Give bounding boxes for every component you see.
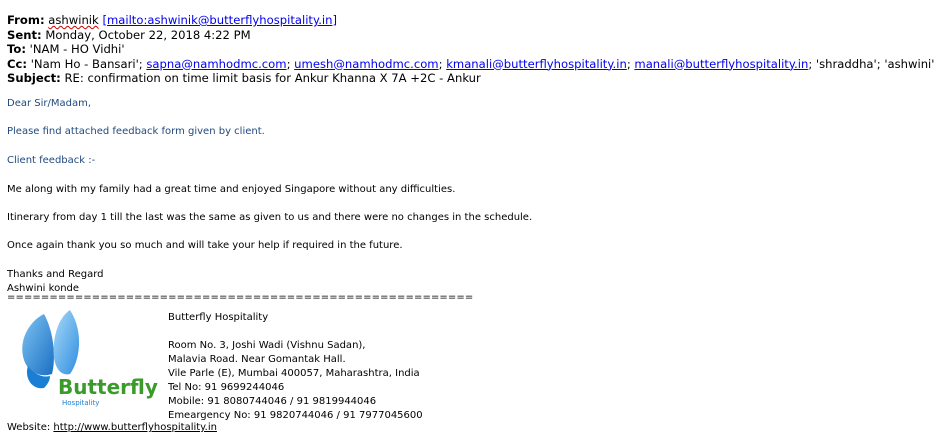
mobile-number: Mobile: 91 8080744046 / 91 9819944046 bbox=[168, 396, 377, 407]
company-name: Butterfly Hospitality bbox=[168, 312, 269, 323]
body-line-feedback-3: Once again thank you so much and will take your help if required in the future. bbox=[7, 240, 403, 251]
from-row bbox=[7, 13, 934, 28]
to-label: To: bbox=[7, 42, 26, 56]
website-row bbox=[7, 422, 217, 433]
cc-row bbox=[7, 57, 934, 72]
from-name: ashwinik bbox=[48, 13, 99, 27]
butterfly-logo bbox=[14, 308, 158, 412]
address-line-3: Vile Parle (E), Mumbai 400057, Maharashtra, India bbox=[168, 368, 420, 379]
subject-row bbox=[7, 71, 934, 86]
from-label: From: bbox=[7, 13, 45, 27]
signature-address bbox=[168, 311, 423, 423]
website-label: Website: bbox=[7, 422, 54, 433]
logo-subtitle: Hospitality bbox=[62, 399, 100, 407]
website-link[interactable]: http://www.butterflyhospitality.in bbox=[53, 422, 217, 433]
address-line-1: Room No. 3, Joshi Wadi (Vishnu Sadan), bbox=[168, 340, 366, 351]
to-row bbox=[7, 42, 934, 57]
cc-link-kmanali[interactable]: kmanali@butterflyhospitality.in bbox=[446, 56, 627, 71]
sent-row bbox=[7, 28, 934, 43]
cc-sep: ; bbox=[438, 56, 447, 71]
sender-name: Ashwini konde bbox=[7, 283, 80, 294]
cc-prefix: 'Nam Ho - Bansari'; bbox=[30, 56, 147, 71]
cc-link-umesh[interactable]: umesh@namhodmc.com bbox=[294, 56, 439, 71]
subject-value: RE: confirmation on time limit basis for Ankur Khanna X 7A +2C - Ankur bbox=[64, 71, 481, 85]
butterfly-logo-graphic bbox=[14, 308, 158, 412]
closing: Thanks and Regard bbox=[7, 269, 104, 280]
emergency-number: Emeargency No: 91 9820744046 / 91 7977045600 bbox=[168, 410, 423, 421]
greeting: Dear Sir/Madam, bbox=[7, 98, 92, 109]
cc-link-manali[interactable]: manali@butterflyhospitality.in bbox=[634, 56, 809, 71]
signature-separator: ======================================================= bbox=[7, 292, 474, 303]
from-mailto-link[interactable]: [mailto:ashwinik@butterflyhospitality.in] bbox=[102, 13, 337, 27]
sent-value: Monday, October 22, 2018 4:22 PM bbox=[45, 27, 251, 42]
cc-sep: ; bbox=[286, 56, 295, 71]
address-line-2: Malavia Road. Near Gomantak Hall. bbox=[168, 354, 346, 365]
email-header bbox=[7, 13, 934, 86]
cc-link-sapna[interactable]: sapna@namhodmc.com bbox=[146, 56, 287, 71]
subject-label: Subject: bbox=[7, 71, 61, 85]
cc-sep: ; bbox=[626, 56, 635, 71]
cc-label: Cc: bbox=[7, 56, 28, 71]
body-line-feedback-2: Itinerary from day 1 till the last was the same as given to us and there were no changes in the schedule. bbox=[7, 212, 533, 223]
sent-label: Sent: bbox=[7, 27, 42, 42]
cc-suffix: ; 'shraddha'; 'ashwini' bbox=[808, 56, 934, 71]
tel-number: Tel No: 91 9699244046 bbox=[168, 382, 285, 393]
body-line-feedback-heading: Client feedback :- bbox=[7, 155, 96, 166]
body-line-attached: Please find attached feedback form given by client. bbox=[7, 126, 265, 137]
body-line-feedback-1: Me along with my family had a great time and enjoyed Singapore without any difficulties. bbox=[7, 184, 456, 195]
logo-wordmark: Butterfly bbox=[58, 375, 158, 399]
to-value: 'NAM - HO Vidhi' bbox=[29, 42, 125, 56]
